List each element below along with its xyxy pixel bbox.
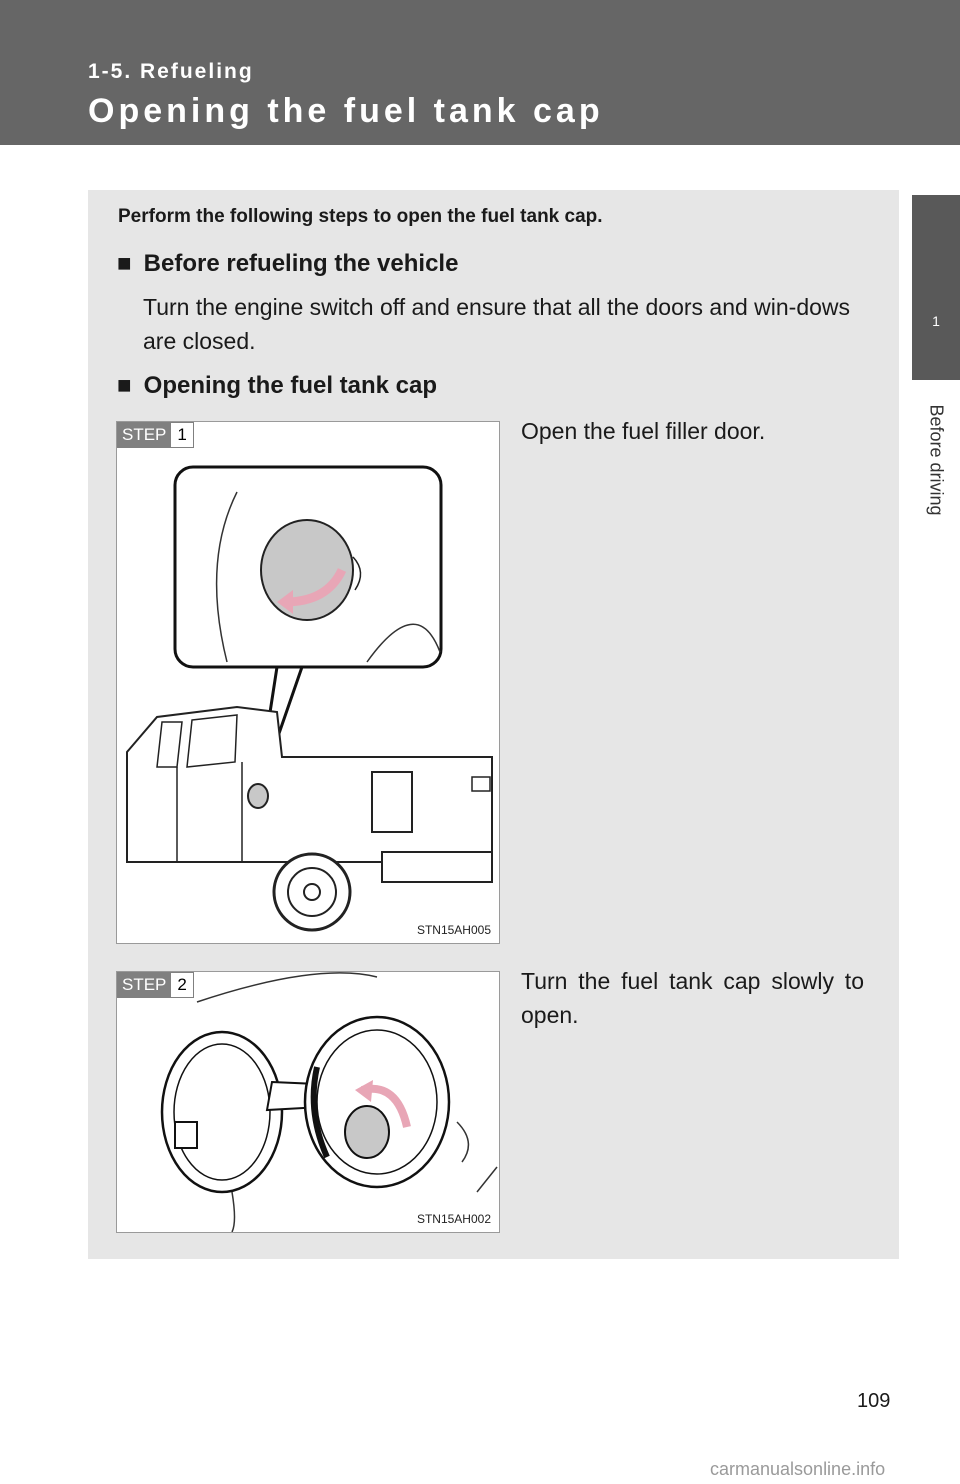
step1-badge-word: STEP <box>118 423 171 447</box>
step1-badge <box>117 422 194 448</box>
heading-opening-cap <box>117 372 437 400</box>
step1-text: Open the fuel filler door. <box>521 418 766 444</box>
watermark: carmanualsonline.info <box>710 1459 886 1479</box>
page-number: 109 <box>857 1390 891 1412</box>
truck-fuel-door-illustration <box>117 422 499 943</box>
step2-figure-code: STN15AH002 <box>416 1212 491 1226</box>
before-refueling-text: Turn the engine switch off and ensure that all the doors and win-dows are closed. <box>143 294 851 354</box>
intro-text: Perform the following steps to open the fuel tank cap. <box>118 206 603 227</box>
fuel-cap-illustration <box>117 972 499 1232</box>
chapter-tab <box>912 195 960 380</box>
heading-before-refueling <box>117 250 458 278</box>
heading-opening-cap-label: Opening the fuel tank cap <box>143 372 438 399</box>
heading-before-refueling-label: Before refueling the vehicle <box>143 250 459 277</box>
section-label: 1-5. Refueling <box>88 60 254 83</box>
page-header <box>0 0 960 145</box>
step2-text: Turn the fuel tank cap slowly to open. <box>521 968 864 1028</box>
step2-badge <box>117 972 194 998</box>
step2-figure <box>116 971 500 1233</box>
square-bullet-icon: ■ <box>117 372 132 399</box>
square-bullet-icon: ■ <box>117 250 132 277</box>
page-title: Opening the fuel tank cap <box>88 92 604 130</box>
step2-badge-word: STEP <box>118 973 171 997</box>
chapter-label: Before driving <box>926 404 947 516</box>
chapter-number: 1 <box>932 313 940 329</box>
step1-figure-code: STN15AH005 <box>416 923 491 937</box>
step1-figure <box>116 421 500 944</box>
step1-badge-number: 1 <box>171 423 192 447</box>
step2-badge-number: 2 <box>171 973 192 997</box>
